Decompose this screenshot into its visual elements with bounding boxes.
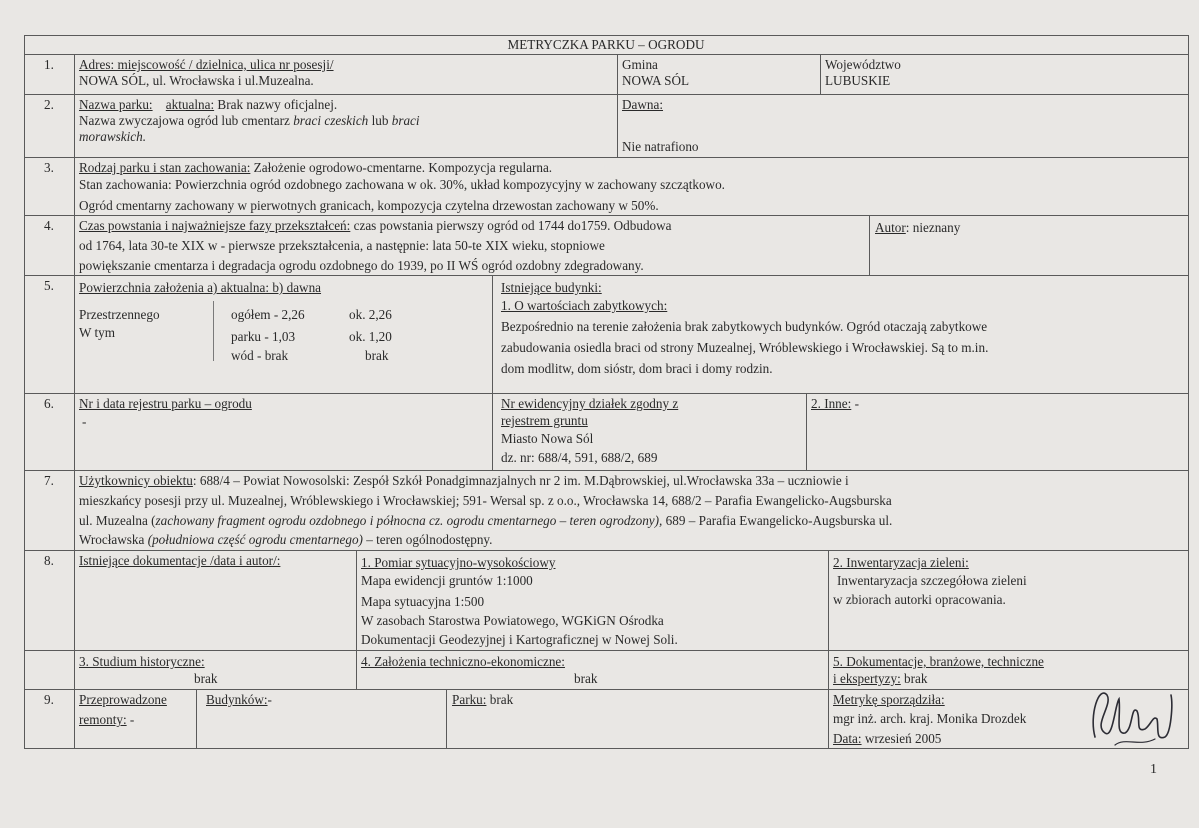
rule	[869, 215, 870, 275]
parcel-label: Nr ewidencyjny działek zgodny z	[501, 396, 679, 411]
rule	[196, 689, 197, 749]
rule	[213, 301, 214, 361]
other-label: 2. Inne:	[811, 396, 852, 411]
area-including-label: W tym	[79, 325, 116, 340]
rule	[24, 157, 1188, 158]
row-number: 3.	[44, 160, 54, 175]
history-study-label: 3. Studium historyczne:	[79, 654, 205, 669]
repairs-buildings-line	[206, 692, 272, 708]
current-name-value: Brak nazwy oficjalnej.	[214, 97, 338, 112]
date-line	[833, 731, 941, 747]
author-value: : nieznany	[905, 220, 961, 235]
users-line	[79, 513, 892, 529]
row-number: 8.	[44, 553, 54, 568]
address-value: NOWA SÓL, ul. Wrocławska i ul.Muzealna.	[79, 73, 314, 88]
users-line	[79, 532, 492, 548]
repairs-buildings-value: -	[267, 692, 272, 707]
users-text: : 688/4 – Powiat Nowosolski: Zespół Szkół Ponadgimnazjalnych nr 2 im. M.Dąbrowskiej, ul.Wrocławska 33a – uczniowie i	[192, 473, 849, 488]
rule	[24, 275, 1188, 276]
survey-text: Mapa sytuacyjna 1:500	[361, 594, 485, 609]
rule	[446, 689, 447, 749]
park-name-label: Nazwa parku:	[79, 97, 153, 112]
repairs-line	[79, 712, 134, 728]
repairs-label: remonty:	[79, 712, 127, 727]
prepared-by-label: Metrykę sporządziła:	[833, 692, 945, 707]
row-number: 1.	[44, 57, 54, 72]
expert-docs-value: brak	[900, 671, 928, 686]
repairs-value: -	[126, 712, 135, 727]
park-name-line	[79, 97, 337, 113]
users-text: ul. Muzealna (	[79, 513, 156, 528]
rule	[617, 54, 618, 157]
rule	[24, 550, 1188, 551]
rule	[74, 54, 75, 749]
common-name-italic: braci czeskich	[293, 113, 369, 128]
expert-docs-line	[833, 671, 927, 687]
repairs-park-value: brak	[486, 692, 514, 707]
area-label: Powierzchnia założenia a) aktualna: b) dawna	[79, 280, 322, 295]
area-current-total: ogółem - 2,26	[231, 307, 305, 322]
common-name-text: Nazwa zwyczajowa ogród lub cmentarz	[79, 113, 294, 128]
rule	[492, 275, 493, 470]
history-study-value: brak	[194, 671, 218, 686]
survey-text: W zasobach Starostwa Powiatowego, WGKiGN Ośrodka	[361, 613, 664, 628]
users-text: – teren ogólnodostępny.	[362, 532, 493, 547]
buildings-text: Bezpośrednio na terenie założenia brak zabytkowych budynków. Ogród otaczają zabytkowe	[501, 319, 988, 334]
history-line	[79, 218, 672, 234]
users-text: 689 – Parafia Ewangelicko-Augsburska ul.	[662, 513, 893, 528]
row-number: 4.	[44, 218, 54, 233]
history-label: Czas powstania i najważniejsze fazy przekształceń:	[79, 218, 351, 233]
gmina-value: NOWA SÓL	[622, 73, 690, 88]
handwritten-signature	[1085, 675, 1175, 755]
rule	[24, 393, 1188, 394]
common-name-line-end: morawskich.	[79, 129, 147, 144]
area-current-park: parku - 1,03	[231, 329, 296, 344]
rule	[24, 650, 1188, 651]
buildings-historic-label: 1. O wartościach zabytkowych:	[501, 298, 668, 313]
area-former-park: ok. 1,20	[349, 329, 392, 344]
common-name-line	[79, 113, 420, 129]
rule	[24, 215, 1188, 216]
document-title: METRYCZKA PARKU – OGRODU	[507, 37, 705, 52]
history-value: czas powstania pierwszy ogród od 1744 do1759. Odbudowa	[350, 218, 672, 233]
greenery-text: w zbiorach autorki opracowania.	[833, 592, 1006, 607]
park-type-line	[79, 160, 552, 176]
rule	[1188, 35, 1189, 749]
park-type-value: Założenie ogrodowo-cmentarne. Kompozycja regularna.	[250, 160, 553, 175]
row-number: 2.	[44, 97, 54, 112]
rule	[24, 35, 25, 749]
parcel-label: rejestrem gruntu	[501, 413, 588, 428]
address-label: Adres: miejscowość / dzielnica, ulica nr posesji/	[79, 57, 334, 72]
other-line	[811, 396, 859, 412]
parcel-town: Miasto Nowa Sól	[501, 431, 594, 446]
rule	[828, 689, 829, 749]
author-line	[875, 220, 960, 236]
greenery-text: Inwentaryzacja szczegółowa zieleni	[837, 573, 1027, 588]
rule	[820, 54, 821, 94]
rule	[24, 689, 1188, 690]
rule	[24, 35, 1188, 36]
expert-docs-label: 5. Dokumentacje, branżowe, techniczne	[833, 654, 1044, 669]
park-type-label: Rodzaj parku i stan zachowania:	[79, 160, 251, 175]
former-name-label: Dawna:	[622, 97, 664, 112]
former-name-value: Nie natrafiono	[622, 139, 699, 154]
survey-text: Dokumentacji Geodezyjnej i Kartograficznej w Nowej Soli.	[361, 632, 678, 647]
buildings-text: dom modlitw, dom sióstr, dom braci i domy rodzin.	[501, 361, 773, 376]
buildings-label: Istniejące budynki:	[501, 280, 602, 295]
rule	[356, 550, 357, 689]
current-name-label: aktualna:	[165, 97, 215, 112]
users-italic: zachowany fragment ogrodu ozdobnego i północna cz. ogrodu cmentarnego – teren ogrodzony),	[155, 513, 663, 528]
repairs-park-line	[452, 692, 513, 708]
parcel-numbers: dz. nr: 688/4, 591, 688/2, 689	[501, 450, 658, 465]
other-value: -	[851, 396, 859, 411]
repairs-label: Przeprowadzone	[79, 692, 167, 707]
rule	[24, 54, 1188, 55]
row-number: 6.	[44, 396, 54, 411]
documentation-label: Istniejące dokumentacje /data i autor/:	[79, 553, 281, 568]
preservation-line: Stan zachowania: Powierzchnia ogród ozdobnego zachowana w ok. 30%, układ kompozycyjny w zachowany szczątkowo.	[79, 177, 725, 192]
area-current-water: wód - brak	[231, 348, 289, 363]
author-label: Autor	[875, 220, 906, 235]
prepared-by-value: mgr inż. arch. kraj. Monika Drozdek	[833, 711, 1027, 726]
voivodeship-label: Województwo	[825, 57, 901, 72]
repairs-buildings-label: Budynków:	[206, 692, 268, 707]
common-name-text: lub	[368, 113, 392, 128]
greenery-label: 2. Inwentaryzacja zieleni:	[833, 555, 969, 570]
buildings-text: zabudowania osiedla braci od strony Muzealnej, Wróblewskiego i Wrocławskiej. Są to m.in.	[501, 340, 989, 355]
rule	[806, 393, 807, 470]
expert-docs-label: i ekspertyzy:	[833, 671, 901, 686]
voivodeship-value: LUBUSKIE	[825, 73, 891, 88]
history-line: powiększanie cmentarza i degradacja ogrodu ozdobnego do 1939, po II WŚ ogród ozdobny zdegradowany.	[79, 258, 644, 273]
survey-label: 1. Pomiar sytuacyjno-wysokościowy	[361, 555, 556, 570]
rule	[24, 748, 1188, 749]
row-number: 7.	[44, 473, 54, 488]
rule	[24, 94, 1188, 95]
tech-econ-label: 4. Założenia techniczno-ekonomiczne:	[361, 654, 565, 669]
repairs-park-label: Parku:	[452, 692, 487, 707]
tech-econ-value: brak	[574, 671, 598, 686]
survey-text: Mapa ewidencji gruntów 1:1000	[361, 573, 533, 588]
register-value: -	[82, 414, 87, 429]
row-number: 9.	[44, 692, 54, 707]
area-former-total: ok. 2,26	[349, 307, 392, 322]
date-value: wrzesień 2005	[861, 731, 942, 746]
date-label: Data:	[833, 731, 862, 746]
page-number: 1	[1150, 762, 1157, 777]
users-line	[79, 473, 849, 489]
preservation-line: Ogród cmentarny zachowany w pierwotnych granicach, kompozycja czytelna drzewostan zachowany w 50%.	[79, 198, 659, 213]
users-line: mieszkańcy posesji przy ul. Muzealnej, Wróblewskiego i Wrocławskiej; 591- Wersal sp. z o.o., Wrocławska 14, 688/2 – Parafia Ewangelicko-Augsburska	[79, 493, 892, 508]
rule	[828, 550, 829, 689]
common-name-italic: braci	[391, 113, 420, 128]
users-text: Wrocławska	[79, 532, 148, 547]
users-italic: (południowa część ogrodu cmentarnego)	[147, 532, 363, 547]
row-number: 5.	[44, 278, 54, 293]
area-former-water: brak	[365, 348, 389, 363]
area-spatial-label: Przestrzennego	[79, 307, 160, 322]
users-label: Użytkownicy obiektu	[79, 473, 193, 488]
history-line: od 1764, lata 30-te XIX w - pierwsze przekształcenia, a następnie: lata 50-te XIX wieku, stopniowe	[79, 238, 605, 253]
gmina-label: Gmina	[622, 57, 658, 72]
register-label: Nr i data rejestru parku – ogrodu	[79, 396, 252, 411]
rule	[24, 470, 1188, 471]
